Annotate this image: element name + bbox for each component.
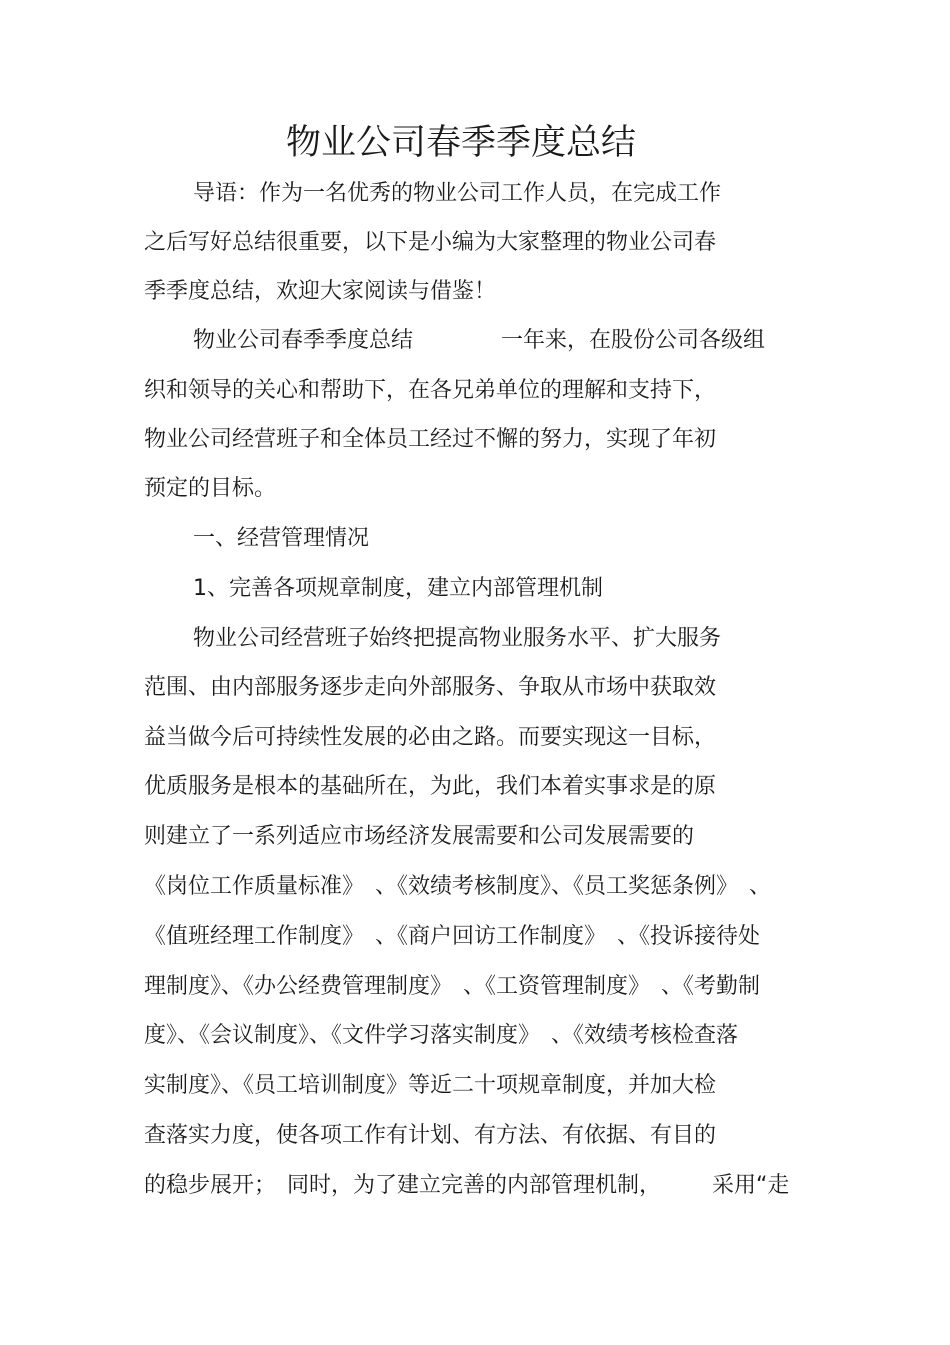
subsection-heading: 1、完善各项规章制度，建立内部管理机制 — [193, 576, 603, 601]
text-line: 之后写好总结很重要，以下是小编为大家整理的物业公司春 — [144, 230, 717, 255]
text-line: 采用“走 — [712, 1173, 790, 1198]
text-line: 预定的目标。 — [144, 476, 277, 501]
text-line: 织和领导的关心和帮助下，在各兄弟单位的理解和支持下， — [144, 378, 717, 403]
text-line: 优质服务是根本的基础所在，为此，我们本着实事求是的原 — [144, 774, 717, 799]
text-line: 则建立了一系列适应市场经济发展需要和公司发展需要的 — [144, 824, 695, 849]
text-line: 导语：作为一名优秀的物业公司工作人员，在完成工作 — [193, 181, 722, 206]
text-line: 物业公司经营班子和全体员工经过不懈的努力，实现了年初 — [144, 427, 717, 452]
text-line: 《值班经理工作制度》 、《商户回访工作制度》 、《投诉接待处 — [144, 924, 761, 949]
text-line: 益当做今后可持续性发展的必由之路。而要实现这一目标， — [144, 725, 717, 750]
text-line: 季季度总结，欢迎大家阅读与借鉴！ — [144, 279, 497, 304]
text-line: 一年来，在股份公司各级组 — [501, 328, 766, 353]
text-line: 物业公司经营班子始终把提高物业服务水平、扩大服务 — [193, 626, 722, 651]
text-line: 范围、由内部服务逐步走向外部服务、争取从市场中获取效 — [144, 675, 717, 700]
page-title: 物业公司春季季度总结 — [285, 123, 636, 163]
text-line: 理制度》、《办公经费管理制度》 、《工资管理制度》 、《考勤制 — [144, 974, 761, 999]
text-line: 度》、《会议制度》、《文件学习落实制度》 、《效绩考核检查落 — [144, 1023, 739, 1048]
text-line: 《岗位工作质量标准》 、《效绩考核制度》、《员工奖惩条例》 、 — [144, 874, 772, 899]
section-heading: 一、经营管理情况 — [193, 526, 370, 551]
text-line: 实制度》、《员工培训制度》等近二十项规章制度，并加大检 — [144, 1073, 717, 1098]
text-line: 物业公司春季季度总结 — [193, 328, 414, 353]
text-line: 的稳步展开； 同时，为了建立完善的内部管理机制， — [144, 1173, 662, 1198]
text-line: 查落实力度，使各项工作有计划、有方法、有依据、有目的 — [144, 1123, 717, 1148]
